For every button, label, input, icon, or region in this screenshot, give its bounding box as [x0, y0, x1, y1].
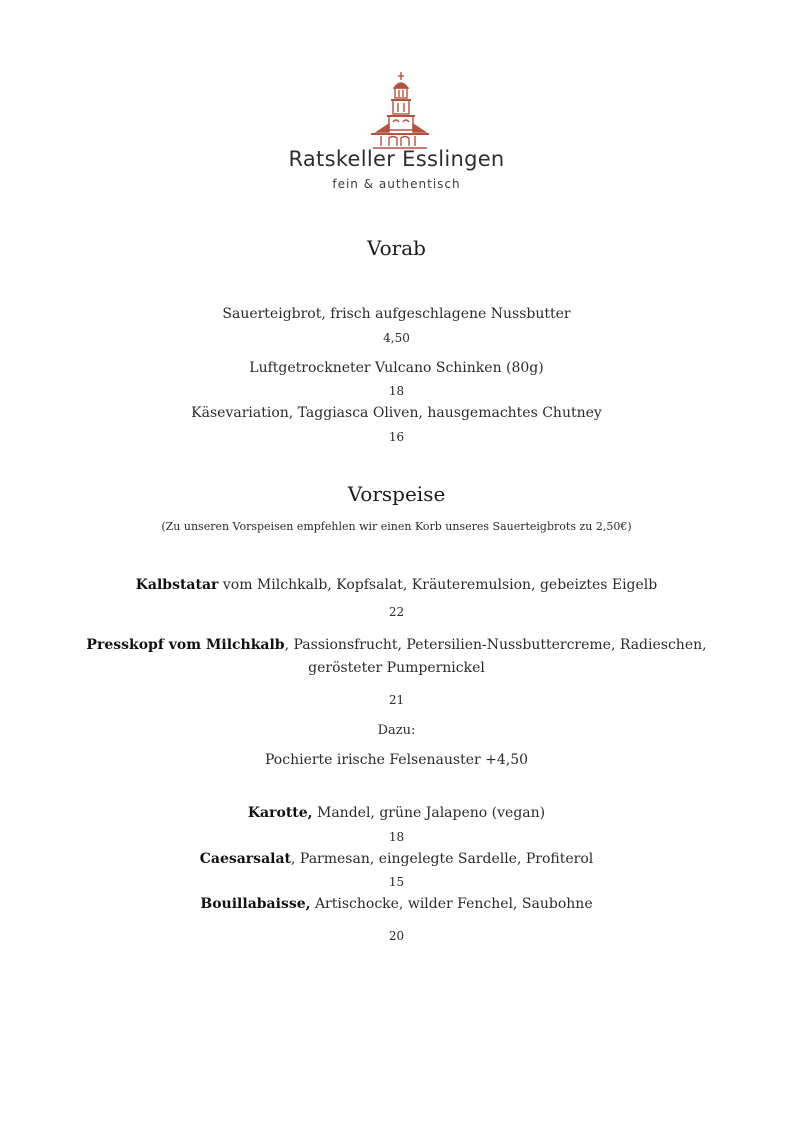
brand-tagline: fein & authentisch [332, 177, 461, 191]
menu-item-description: Artischocke, wilder Fenchel, Saubohne [310, 896, 593, 912]
menu-item-title: Caesarsalat [199, 851, 291, 867]
menu-item-description: Käsevariation, Taggiasca Oliven, hausgemachtes Chutney [191, 405, 602, 421]
menu-item-price: 4,50 [383, 331, 410, 345]
menu-item-price: 22 [388, 605, 405, 619]
menu-item-price: 20 [388, 929, 405, 943]
menu-item-price: 16 [388, 430, 405, 444]
section-note: (Zu unseren Vorspeisen empfehlen wir einen Korb unseres Sauerteigbrots zu 2,50€) [161, 520, 632, 533]
menu-item-description-continued: gerösteter Pumpernickel [308, 660, 485, 676]
menu-item [0, 851, 793, 867]
menu-item-description: Mandel, grüne Jalapeno (vegan) [312, 805, 546, 821]
menu-item-description: , Passionsfrucht, Petersilien-Nussbuttercreme, Radieschen, [284, 637, 707, 653]
addon-label: Dazu: [377, 723, 416, 738]
menu-item-title: Karotte, [247, 805, 313, 821]
menu-item [0, 805, 793, 821]
menu-item-title: Kalbstatar [135, 577, 219, 593]
brand-name: Ratskeller Esslingen [288, 147, 505, 171]
section-heading-vorab: Vorab [367, 236, 426, 260]
menu-item-price: 18 [388, 384, 405, 398]
menu-item-description: Sauerteigbrot, frisch aufgeschlagene Nussbutter [222, 306, 571, 322]
menu-item-description: Luftgetrockneter Vulcano Schinken (80g) [249, 360, 544, 376]
menu-item-description: vom Milchkalb, Kopfsalat, Kräuteremulsion, gebeiztes Eigelb [218, 577, 658, 593]
menu-item [0, 896, 793, 912]
menu-item-title: Presskopf vom Milchkalb [86, 637, 285, 653]
menu-item [0, 577, 793, 593]
menu-item-price: 21 [388, 693, 405, 707]
section-heading-vorspeise: Vorspeise [347, 482, 446, 506]
menu-item-description: , Parmesan, eingelegte Sardelle, Profiterol [291, 851, 594, 867]
menu-item-title: Bouillabaisse, [200, 896, 311, 912]
addon-item: Pochierte irische Felsenauster +4,50 [264, 752, 529, 768]
menu-item [0, 637, 793, 653]
menu-item-price: 15 [388, 875, 405, 889]
town-hall-tower-icon [363, 70, 429, 150]
menu-item-price: 18 [388, 830, 405, 844]
